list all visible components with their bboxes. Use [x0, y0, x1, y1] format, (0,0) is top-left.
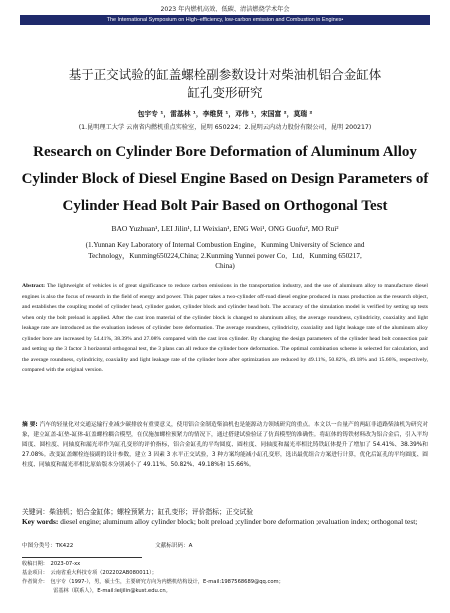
clc-number: 中图分类号：TK422: [22, 543, 74, 549]
abstract-en-text: The lightweight of vehicles is of great significance to reduce carbon emissions in the transportation industry, and the use of aluminum alloy to manufacture diesel engines is also the focus of research in the field of energy and power. This paper takes a two-cylinder off-road diesel engine produced in mass production as the research object, and establishes the coupling model of cylinder head, cylinder gasket, cylinder block and cylinder head bolt. The accuracy of the simulation model is verified by setting up tests when only the bolt preload is applied. After the cast iron material of the cylinder block is changed to aluminum alloy, the average roundness, cylindricity, coaxiality and light leakage rate are introduced as the evaluation indexes of cylinder bore deformation. The average roundness, cylindricity, coaxiality and light leakage rate of the aluminum alloy cylinder bore are increased by 54.41%, 38.39% and 27.08% compared with the cast iron cylinder. By changing the design parameters of the cylinder head bolt connection pair and setting up the 3 factor 3 horizontal orthogonal test, the 3 plans can all reduce the cylinder bore deformation. The optimal combination scheme is selected for calculation, and the average roundness, cylindricity, coaxiality and light leakage rate of the cylinder bore after optimization are reduced by 49.11%, 50.82%, 49.18% and 15.66%, respectively, compared with the original version.: [22, 283, 428, 373]
title-en: [15, 139, 435, 220]
footnote-author1: 作者简介： 包宇专（1997-），男，硕士生，主要研究方向为内燃机结构设计，E-mail:1987568689@qq.com；: [22, 579, 284, 585]
title-cn: [20, 66, 430, 102]
title-en-line1: Research on Cylinder Bore Deformation of Aluminum Alloy: [33, 144, 417, 160]
classification: [22, 541, 428, 549]
keywords-en: [22, 517, 428, 527]
keywords-cn: 关键词：柴油机；铝合金缸体；螺栓预紧力；缸孔变形；评价指标；正交试验: [22, 508, 254, 516]
affiliation-en-line1: (1.Yunnan Key Laboratory of Internal Combustion Engine，Kunming University of Science and: [85, 241, 365, 249]
footnote-fund: 基金项目： 云南省重大科技专项（202202AB080011）；: [22, 570, 157, 576]
footnote-divider: [22, 557, 142, 558]
abstract-en: [22, 281, 428, 376]
conference-name-cn: 2023 年内燃机高效、低碳、清洁燃烧学术年会: [160, 6, 290, 13]
footnote-author2: 雷基林（联系人），E-mail:leijilin@kust.edu.cn。: [22, 588, 171, 594]
title-cn-line1: 基于正交试验的缸盖螺栓副参数设计对柴油机铝合金缸体: [68, 67, 382, 82]
conference-header: [0, 0, 450, 25]
abstract-en-label: Abstract:: [22, 283, 46, 289]
footnotes: [22, 560, 432, 596]
keywords-en-label: Key words:: [22, 517, 59, 526]
abstract-cn-label: 摘 要:: [22, 422, 38, 428]
footnote-received: 收稿日期： 2023-07-xx: [22, 561, 81, 567]
affiliation-en: [40, 240, 410, 272]
abstract-cn-text: 汽车的轻量化对交通运输行业减少碳排放有重要意义，使用铝合金制造柴油机也是能源动力领域研究的重点。本文以一台量产的两缸非道路柴油机为研究对象，建立缸盖-缸垫-缸体-缸盖螺栓耦合模型，在仅施加螺栓预紧力的情况下，通过搭建试验验证了仿真模型的准确性。将缸体的铸铁材料改为铝合金后，引入平均圆度、圆柱度、同轴度和漏光率作为缸孔变形的评价指标，铝合金缸孔的平均圆度、圆柱度、同轴度和漏光率相比铸铁缸体提升了增加了 54.41%、38.39%和 27.08%。改变缸盖螺栓连接副的设计参数，建立 3 因素 3 水平正交试验，3 种方案均能减小缸孔变形，选出最优组合方案进行计算，优化后缸孔的平均圆度、圆柱度、同轴度和漏光率相比原始版本分别减小了 49.11%、50.82%、49.18%和 15.66%。: [22, 422, 429, 468]
title-cn-line2: 缸孔变形研究: [187, 85, 263, 100]
authors-en: BAO Yuzhuan¹, LEI Jilin¹, LI Weixian¹, ENG Wei¹, ONG Guofu², MO Rui²: [111, 224, 339, 233]
affiliation-en-line2: Technology，Kunming650224,China; 2.Kunming Yunnei power Co．Ltd．Kunming 650217,: [88, 251, 362, 260]
affiliation-en-line3: China): [215, 262, 235, 270]
affiliation-cn: (1.昆明理工大学 云南省内燃机重点实验室，昆明 650224；2.昆明云内动力股份有限公司，昆明 200217): [78, 124, 372, 131]
title-en-line3: Cylinder Head Bolt Pair Based on Orthogonal Test: [62, 198, 388, 214]
keywords-en-text: diesel engine; aluminum alloy cylinder block; bolt preload ;cylinder bore deformation ;evaluation index; orthogonal test;: [60, 517, 418, 526]
authors-cn: 包宇专 ¹，雷基林 ¹，李维贤 ¹，邓伟 ¹，宋国富 ²，莫瑞 ²: [137, 110, 313, 118]
title-en-line2: Cylinder Block of Diesel Engine Based on Design Parameters of: [21, 171, 429, 187]
document-code: 文献标识码：A: [155, 543, 193, 549]
conference-name-en: The International Symposium on High–efficiency, low-carbon emission and Combustion in Engines•: [20, 15, 430, 25]
abstract-cn: [22, 420, 428, 470]
